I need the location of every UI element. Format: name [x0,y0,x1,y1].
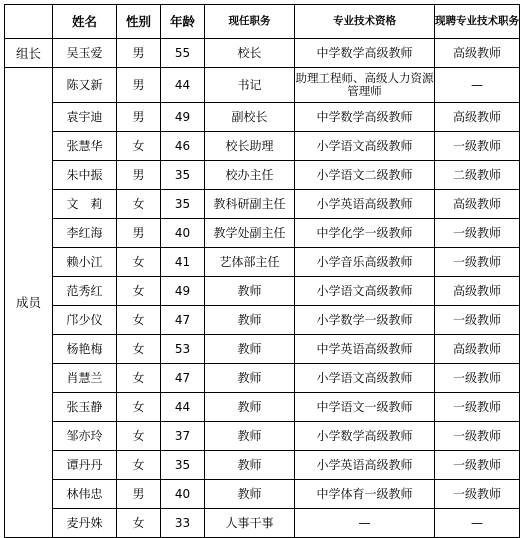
group-role-cell: 成员 [5,68,53,538]
table-row [5,248,520,277]
qualification-cell: 小学英语高级教师 [295,451,435,480]
position-cell: 校长 [205,39,295,68]
appointed-cell: 二级教师 [435,161,520,190]
gender-cell: 女 [117,451,161,480]
header-name: 姓名 [53,5,117,39]
group-role-cell: 组长 [5,39,53,68]
qualification-cell: 小学数学一级教师 [295,306,435,335]
name-cell: 袁宇迪 [53,103,117,132]
appointed-cell: 一级教师 [435,248,520,277]
name-cell: 邹亦玲 [53,422,117,451]
header-role [5,5,53,39]
table-row [5,335,520,364]
qualification-cell: 中学语文一级教师 [295,393,435,422]
gender-cell: 女 [117,248,161,277]
gender-cell: 男 [117,103,161,132]
qualification-cell: 小学语文二级教师 [295,161,435,190]
name-cell: 杨艳梅 [53,335,117,364]
table-row [5,306,520,335]
position-cell: 校长助理 [205,132,295,161]
position-cell: 校办主任 [205,161,295,190]
gender-cell: 女 [117,364,161,393]
appointed-cell: 高级教师 [435,103,520,132]
name-cell: 赖小江 [53,248,117,277]
table-row [5,219,520,248]
position-cell: 教科研副主任 [205,190,295,219]
table-row [5,103,520,132]
appointed-cell: 一级教师 [435,422,520,451]
appointed-cell: 高级教师 [435,335,520,364]
appointed-cell: 一级教师 [435,306,520,335]
position-cell: 教学处副主任 [205,219,295,248]
qualification-cell: 中学数学高级教师 [295,103,435,132]
age-cell: 44 [161,68,205,103]
gender-cell: 男 [117,68,161,103]
appointed-cell: 一级教师 [435,393,520,422]
qualification-cell: 中学英语高级教师 [295,335,435,364]
appointed-cell: 一级教师 [435,132,520,161]
gender-cell: 女 [117,422,161,451]
name-cell: 张玉静 [53,393,117,422]
gender-cell: 男 [117,480,161,509]
gender-cell: 女 [117,306,161,335]
age-cell: 53 [161,335,205,364]
name-cell: 朱中振 [53,161,117,190]
table-row [5,451,520,480]
age-cell: 40 [161,219,205,248]
gender-cell: 女 [117,190,161,219]
position-cell: 副校长 [205,103,295,132]
gender-cell: 女 [117,335,161,364]
name-cell: 谭丹丹 [53,451,117,480]
age-cell: 33 [161,509,205,538]
appointed-cell: — [435,509,520,538]
qualification-cell: 小学语文高级教师 [295,132,435,161]
header-appointed: 现聘专业技术职务 [435,5,520,39]
gender-cell: 男 [117,161,161,190]
gender-cell: 男 [117,39,161,68]
name-cell: 林伟忠 [53,480,117,509]
table-row [5,132,520,161]
age-cell: 49 [161,277,205,306]
qualification-cell: 小学数学高级教师 [295,422,435,451]
appointed-cell: — [435,68,520,103]
position-cell: 书记 [205,68,295,103]
name-cell: 肖慧兰 [53,364,117,393]
age-cell: 40 [161,480,205,509]
position-cell: 教师 [205,451,295,480]
qualification-cell: 中学体育一级教师 [295,480,435,509]
appointed-cell: 高级教师 [435,277,520,306]
position-cell: 人事干事 [205,509,295,538]
staff-table [4,4,520,538]
position-cell: 教师 [205,364,295,393]
age-cell: 37 [161,422,205,451]
table-row [5,39,520,68]
table-row [5,161,520,190]
header-age: 年龄 [161,5,205,39]
qualification-cell: 中学化学一级教师 [295,219,435,248]
qualification-cell: 小学英语高级教师 [295,190,435,219]
qualification-cell: 小学音乐高级教师 [295,248,435,277]
name-cell: 吴玉爱 [53,39,117,68]
appointed-cell: 一级教师 [435,219,520,248]
age-cell: 41 [161,248,205,277]
appointed-cell: 高级教师 [435,39,520,68]
position-cell: 教师 [205,422,295,451]
table-row [5,364,520,393]
qualification-cell: 小学语文高级教师 [295,277,435,306]
gender-cell: 男 [117,219,161,248]
name-cell: 文 莉 [53,190,117,219]
position-cell: 教师 [205,306,295,335]
name-cell: 邝少仪 [53,306,117,335]
name-cell: 李红海 [53,219,117,248]
position-cell: 教师 [205,393,295,422]
qualification-cell: 小学语文高级教师 [295,364,435,393]
table-row [5,68,520,103]
position-cell: 教师 [205,277,295,306]
position-cell: 教师 [205,480,295,509]
age-cell: 46 [161,132,205,161]
header-gender: 性别 [117,5,161,39]
header-qualification: 专业技术资格 [295,5,435,39]
age-cell: 35 [161,190,205,219]
qualification-cell: 中学数学高级教师 [295,39,435,68]
gender-cell: 女 [117,393,161,422]
age-cell: 49 [161,103,205,132]
name-cell: 陈又新 [53,68,117,103]
age-cell: 47 [161,364,205,393]
name-cell: 范秀红 [53,277,117,306]
header-position: 现任职务 [205,5,295,39]
table-row [5,509,520,538]
table-row [5,277,520,306]
gender-cell: 女 [117,277,161,306]
age-cell: 35 [161,161,205,190]
age-cell: 55 [161,39,205,68]
appointed-cell: 一级教师 [435,480,520,509]
position-cell: 艺体部主任 [205,248,295,277]
qualification-cell: — [295,509,435,538]
qualification-cell: 助理工程师、高级人力资源管理师 [295,68,435,103]
table-row [5,393,520,422]
appointed-cell: 一级教师 [435,451,520,480]
gender-cell: 女 [117,509,161,538]
position-cell: 教师 [205,335,295,364]
gender-cell: 女 [117,132,161,161]
table-row [5,190,520,219]
appointed-cell: 一级教师 [435,364,520,393]
age-cell: 44 [161,393,205,422]
age-cell: 47 [161,306,205,335]
name-cell: 张慧华 [53,132,117,161]
age-cell: 35 [161,451,205,480]
appointed-cell: 高级教师 [435,190,520,219]
table-row [5,422,520,451]
name-cell: 麦丹姝 [53,509,117,538]
header-row [5,5,520,39]
table-row [5,480,520,509]
